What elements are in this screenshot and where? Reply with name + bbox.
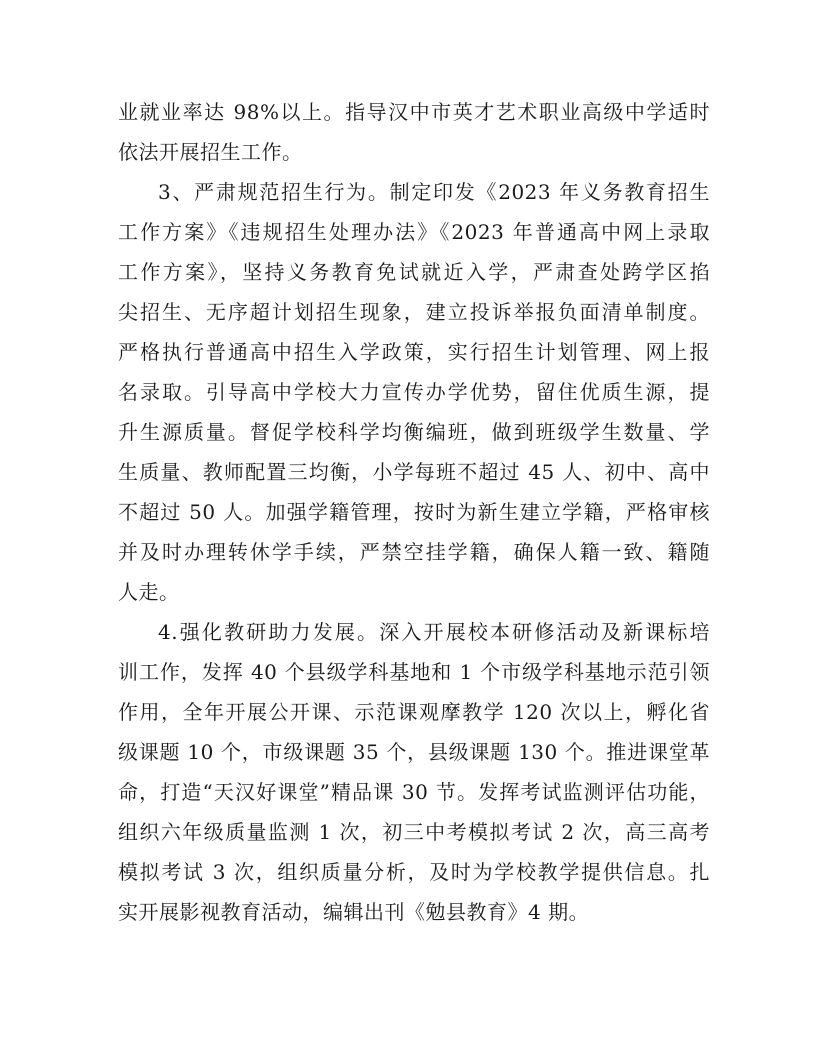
text-line: 工作方案》，坚持义务教育免试就近入学，严肃查处跨学区掐 xyxy=(118,260,710,284)
text-line: 升生源质量。督促学校科学均衡编班，做到班级学生数量、学 xyxy=(118,420,710,444)
text-line: 模拟考试 3 次，组织质量分析，及时为学校教学提供信息。扎 xyxy=(118,860,710,884)
paragraph-regulate-enrollment xyxy=(118,172,710,612)
text-line: 训工作，发挥 40 个县级学科基地和 1 个市级学科基地示范引领 xyxy=(118,660,710,684)
text-line: 实开展影视教育活动，编辑出刊《勉县教育》4 期。 xyxy=(118,900,590,924)
text-line: 3、严肃规范招生行为。制定印发《2023 年义务教育招生 xyxy=(158,180,710,204)
text-line: 工作方案》《违规招生处理办法》《2023 年普通高中网上录取 xyxy=(118,220,710,244)
text-line: 命，打造“天汉好课堂”精品课 30 节。发挥考试监测评估功能， xyxy=(118,780,710,804)
text-line: 作用，全年开展公开课、示范课观摩教学 120 次以上，孵化省 xyxy=(118,700,710,724)
text-line: 4.强化教研助力发展。深入开展校本研修活动及新课标培 xyxy=(158,620,710,644)
text-line: 组织六年级质量监测 1 次，初三中考模拟考试 2 次，高三高考 xyxy=(118,820,710,844)
paragraph-teaching-research xyxy=(118,612,710,932)
text-line: 业就业率达 98%以上。指导汉中市英才艺术职业高级中学适时 xyxy=(118,100,710,124)
text-line: 名录取。引导高中学校大力宣传办学优势，留住优质生源，提 xyxy=(118,380,710,404)
text-line: 人走。 xyxy=(118,580,180,604)
text-line: 尖招生、无序超计划招生现象，建立投诉举报负面清单制度。 xyxy=(118,300,710,324)
text-line: 严格执行普通高中招生入学政策，实行招生计划管理、网上报 xyxy=(118,340,710,364)
document-body xyxy=(118,92,710,932)
text-line: 级课题 10 个，市级课题 35 个，县级课题 130 个。推进课堂革 xyxy=(118,740,710,764)
text-line: 依法开展招生工作。 xyxy=(118,140,303,164)
text-line: 生质量、教师配置三均衡，小学每班不超过 45 人、初中、高中 xyxy=(118,460,710,484)
text-line: 并及时办理转休学手续，严禁空挂学籍，确保人籍一致、籍随 xyxy=(118,540,710,564)
paragraph-enrollment-continued xyxy=(118,92,710,172)
text-line: 不超过 50 人。加强学籍管理，按时为新生建立学籍，严格审核 xyxy=(118,500,710,524)
